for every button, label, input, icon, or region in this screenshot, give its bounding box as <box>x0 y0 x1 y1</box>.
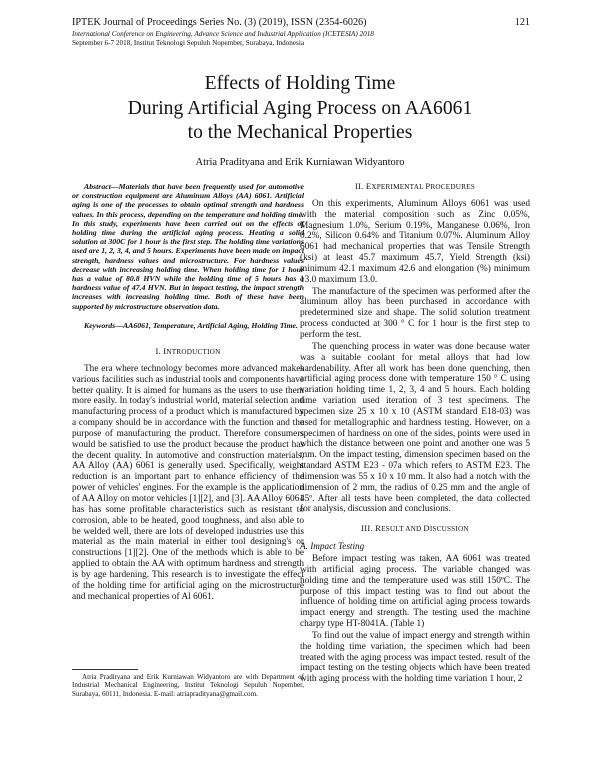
title-line-2: During Artificial Aging Process on AA6061 <box>127 97 473 119</box>
intro-paragraph: The era where technology becomes more advanced makes various facilities such as industrial tools and components have better quality. It is aimed for humans as the users to use them more easily. In today's industrial world, material selection and manufacturing process of a product which is manufactured by a company should be in accordance with the function and the purpose of manufacturing the product. Therefore consumers would be satisfied to use the product because the product has the decent quality. In automotive and construction materials, AA Alloy (AA) 6061 is generally used. Specifically, weight reduction is an important part to enhance efficiency of the power of vehicles' engines. For the example is the application of AA Alloy on motor vehicles [1][2], and [3]. AA Alloy 6061 has has some profitable characteristics such as resistant to corrosion, able to be heated, good toughness, and also able to be welded well, there are lots of developed industries use this material as the main material in either tool designing's or constructions [1][2]. One of the methods which is able to be applied to obtain the AA with optimum hardness and strength is by age hardening. This research is to investigate the effect of the holding time for artificial aging on the microstructure and mechanical properties of Al 6061. <box>72 363 304 602</box>
keywords: Keywords—AA6061, Temperature, Artificial Aging, Holding Time. <box>84 320 298 330</box>
section-heading-experimental: II. EXPERIMENTAL PROCEDURES <box>355 181 475 191</box>
section-heading-introduction: I. INTRODUCTION <box>155 346 221 357</box>
results-paragraph: To find out the value of impact energy and strength within the holding time variation, the specimen which had been treated with the aging process was impact tested. result of the impact testing on the testing objects which have been treated with aging process with the holding time variation 1 hour, 2 <box>300 630 530 685</box>
author-footnote <box>72 673 304 698</box>
footnote-text: Atria Pradityana and Erik Kurniawan Widyantoro are with Department of Industrial Mechanical Engineering, Institut Teknologi Sepuluh Nopember, Surabaya, 60111, Indonesia. E-mail: atriapradityana@gmail.com. <box>72 673 304 698</box>
authors: Atria Pradityana and Erik Kurniawan Widyantoro <box>195 157 405 168</box>
paper-title <box>60 72 540 146</box>
experimental-paragraph: On this experiments, Aluminum Alloys 6061 was used with the material composition such as Zinc 0.05%, Magnesium 1.0%, Serium 0.19%, Manganese 0.06%, Iron 0.2%, Silicon 0.64% and Titanium 0.07%. Aluminum Alloy 6061 had mechanical properties that was Tensile Strength (ksi) at least 45.7 maximum 45.7, Yield Strength (ksi) minimum 42.1 maximum 42.6 and elongation (%) minimum 13.0 maximum 13.0. <box>300 198 530 285</box>
title-line-1: Effects of Holding Time <box>204 73 396 94</box>
journal-header: IPTEK Journal of Proceedings Series No. (3) (2019), ISSN (2354-6026) <box>72 17 367 28</box>
abstract: Abstract—Materials that have been frequently used for automotive or construction equipment are Aluminum Alloys (AA) 6061. Artificial aging is one of the processes to obtain optimal strength and hardness values. In this process, depending on the temperature and holding time. In this study, experiments have been carried out on the effects of holding time during the artificial aging process. Heating a solid solution at 300C for 1 hour is the first step. The holding time variations used are 1, 2, 3, 4, and 5 hours. Experiments have been made on impact strength, hardness values and microstructure. For hardness values decrease with increasing holding time. When holding time for 1 hour has a value of 80.8 HVN while the holding time of 5 hours has a hardness value of 47.4 HVN. But in impact testing, the impact strength increases with increasing holding time. Both of these have been supported by microstructure observation data. <box>72 182 304 311</box>
section-heading-results: III. RESULT AND DISCUSSION <box>361 523 469 534</box>
subsection-heading-impact-testing: A. Impact Testing <box>300 541 365 552</box>
conference-line: International Conference on Engineering, Advance Science and Industrial Application (ICETESIA) 2018 <box>72 30 374 38</box>
results-paragraph: Before impact testing was taken, AA 6061 was treated with artificial aging process. The variable changed was holding time and the temperature used was still 150ºC. The purpose of this impact testing was to find out about the influence of holding time on artificial aging process towards impact energy and strength. The testing used the machine charpy type HT-8041A. (Table 1) <box>300 554 530 630</box>
left-column <box>72 182 304 603</box>
experimental-paragraph: The quenching process in water was done because water was a suitable coolant for metal alloys that had low hardenability. After all work has been done quenching, then artificial aging process done with temperature 150 ° C using variation holding time 1, 2, 3, 4 and 5 hours. Each holding time variation used iteration of 3 test specimens. The specimen size 25 x 10 x 10 (ASTM standard E18-03) was used for metallographic and hardness testing. However, on a specimen of hardness on one of the sides, points were used in which the distance between one point and another one was 5 mm. On the impact testing, dimension specimen based on the standard ASTM E23 - 07a which refers to ASTM E23. The dimension was 55 x 10 x 10 mm. It also had a notch with the dimension of 2 mm, the radius of 0.25 mm and the angle of 45º. After all tests have been completed, the data collected for analysis, discussion and conclusions. <box>300 341 530 515</box>
page-number: 121 <box>514 17 530 28</box>
date-venue-line: September 6-7 2018, Institut Teknologi Sepuluh Nopember, Surabaya, Indonesia <box>72 39 305 47</box>
experimental-paragraph: The manufacture of the specimen was performed after the aluminum alloy has been purchased in accordance with predetermined size and shape. The solid solution treatment process conducted at 300 ° C for 1 hour is the first step to perform the test. <box>300 286 530 340</box>
title-line-3: to the Mechanical Properties <box>187 122 413 143</box>
footnote-divider <box>72 669 138 670</box>
right-column <box>300 181 530 686</box>
